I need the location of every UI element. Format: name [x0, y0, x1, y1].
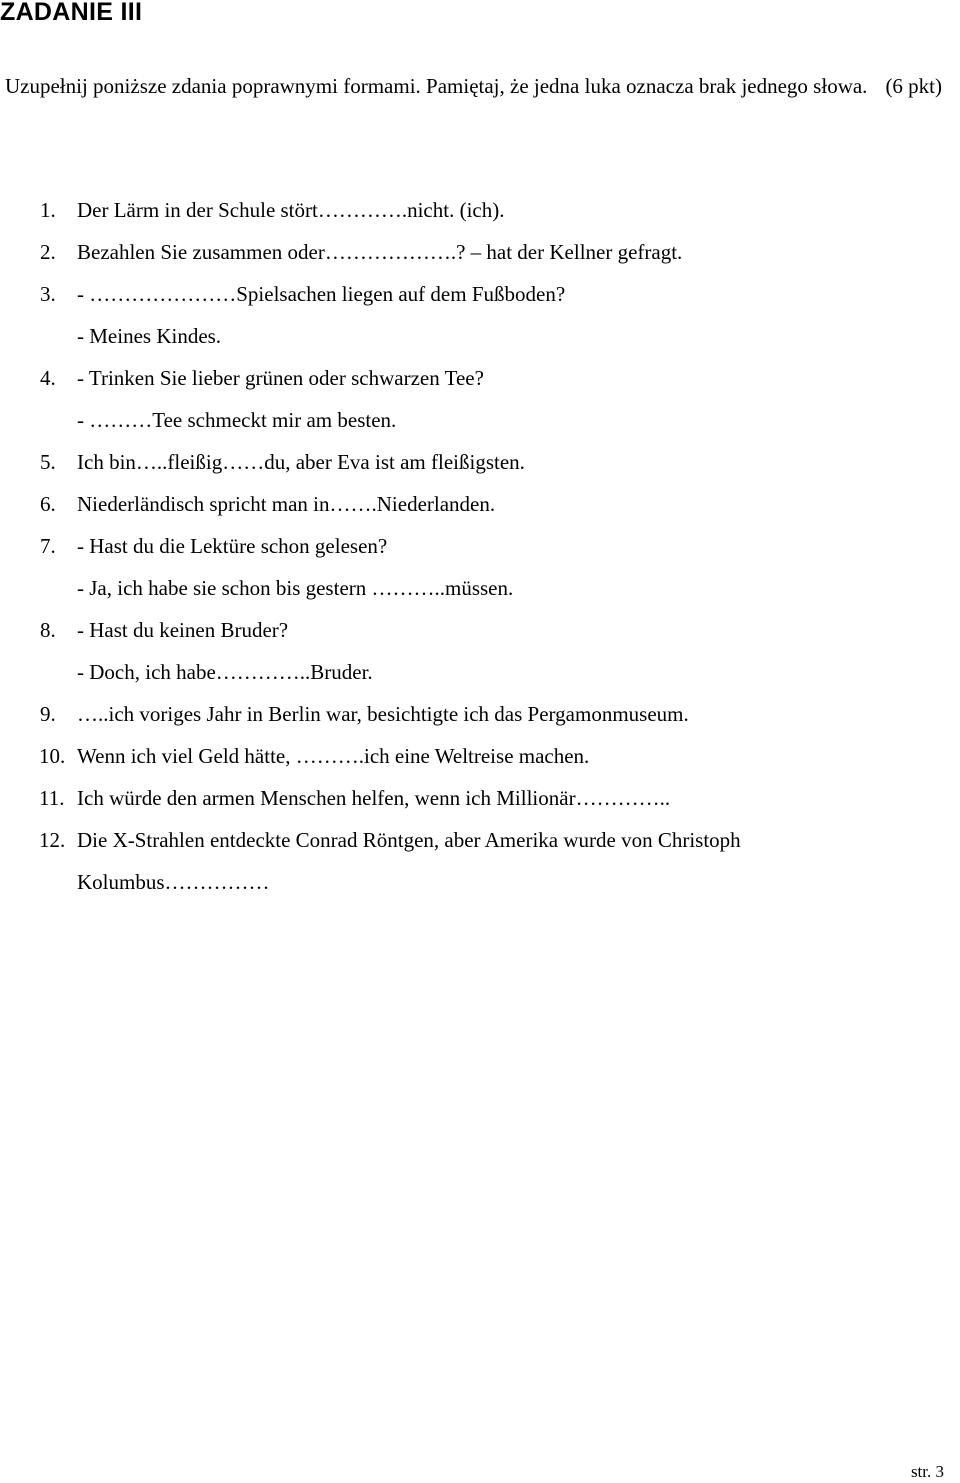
exercise-item-9 [0, 693, 960, 735]
page-number: str. 3 [910, 1462, 944, 1481]
item-number: 2. [40, 240, 56, 264]
exercise-list [0, 189, 960, 903]
answer-line: - ………Tee schmeckt mir am besten. [77, 408, 397, 432]
instruction [5, 65, 955, 107]
sentence-line: - …………………Spielsachen liegen auf dem Fußboden? [77, 282, 566, 306]
exercise-item-12 [0, 819, 960, 903]
item-number: 12. [39, 828, 66, 852]
exercise-item-10 [0, 735, 960, 777]
sentence-line: Ich bin…..fleißig……du, aber Eva ist am fleißigsten. [77, 450, 525, 474]
item-number: 9. [40, 702, 56, 726]
exercise-item-5 [0, 441, 960, 483]
exercise-item-11 [0, 777, 960, 819]
exercise-item-1 [0, 189, 960, 231]
sentence-line: …..ich voriges Jahr in Berlin war, besichtigte ich das Pergamonmuseum. [77, 702, 689, 726]
answer-line: - Ja, ich habe sie schon bis gestern ………..müssen. [77, 576, 514, 600]
item-number: 1. [40, 198, 56, 222]
points-label: (6 pkt) [885, 74, 943, 98]
page-title: ZADANIE III [0, 0, 143, 26]
sentence-line: Niederländisch spricht man in…….Niederlanden. [77, 492, 496, 516]
exercise-item-8 [0, 609, 960, 693]
item-number: 7. [40, 534, 56, 558]
sentence-line: Wenn ich viel Geld hätte, ……….ich eine Weltreise machen. [77, 744, 590, 768]
item-number: 3. [40, 282, 56, 306]
sentence-line: Ich würde den armen Menschen helfen, wenn ich Millionär………….. [77, 786, 671, 810]
exercise-item-4 [0, 357, 960, 441]
item-number: 6. [40, 492, 56, 516]
exercise-item-3 [0, 273, 960, 357]
sentence-line: - Trinken Sie lieber grünen oder schwarzen Tee? [77, 366, 484, 390]
sentence-line: Die X-Strahlen entdeckte Conrad Röntgen, aber Amerika wurde von Christoph Kolumbus…………… [77, 828, 741, 894]
item-number: 8. [40, 618, 56, 642]
exercise-item-6 [0, 483, 960, 525]
item-number: 11. [39, 786, 65, 810]
item-number: 4. [40, 366, 56, 390]
exercise-item-7 [0, 525, 960, 609]
sentence-line: Bezahlen Sie zusammen oder……………….? – hat der Kellner gefragt. [77, 240, 683, 264]
sentence-line: - Hast du keinen Bruder? [77, 618, 289, 642]
sentence-line: - Hast du die Lektüre schon gelesen? [77, 534, 388, 558]
instruction-text: Uzupełnij poniższe zdania poprawnymi formami. Pamiętaj, że jedna luka oznacza brak jednego słowa. [5, 74, 868, 98]
item-number: 5. [40, 450, 56, 474]
answer-line: - Meines Kindes. [77, 324, 222, 348]
exercise-item-2 [0, 231, 960, 273]
sentence-line: Der Lärm in der Schule stört………….nicht. (ich). [77, 198, 505, 222]
item-number: 10. [39, 744, 66, 768]
answer-line: - Doch, ich habe…………..Bruder. [77, 660, 373, 684]
